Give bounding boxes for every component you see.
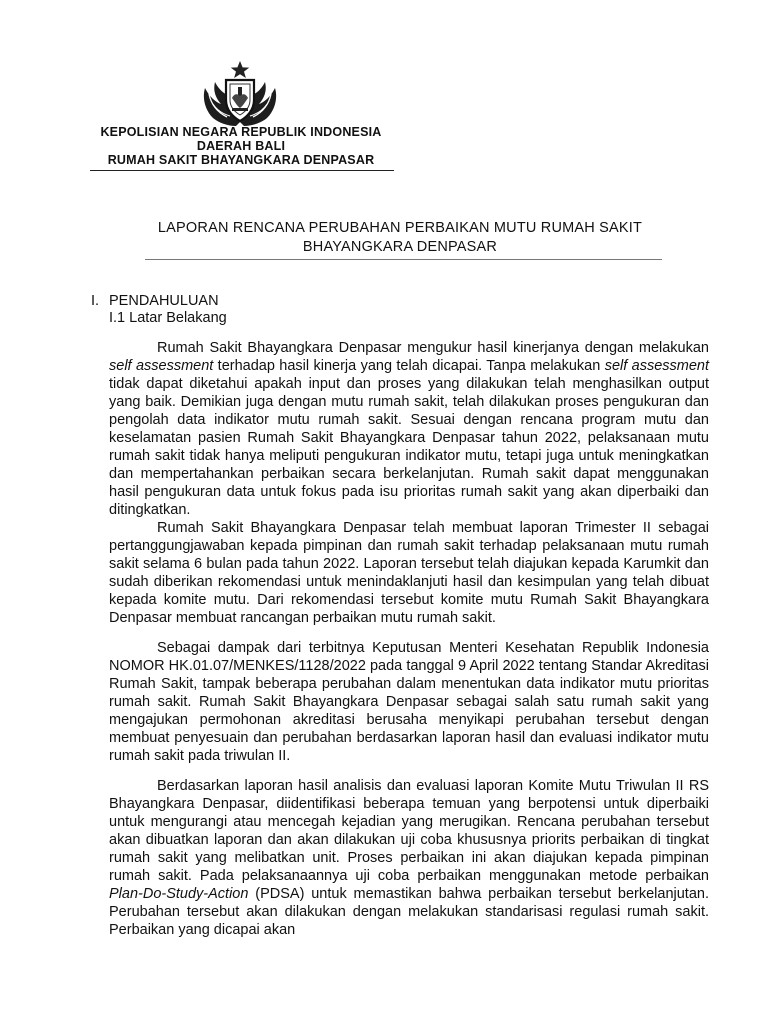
body-paragraph (109, 339, 709, 519)
header-divider (90, 170, 394, 171)
section-title: PENDAHULUAN (109, 293, 219, 309)
italic-term: self assessment (604, 358, 709, 374)
italic-term: self assessment (109, 358, 214, 374)
org-line: RUMAH SAKIT BHAYANGKARA DENPASAR (107, 153, 375, 167)
org-line: DAERAH BALI (196, 139, 286, 153)
title-line: LAPORAN RENCANA PERUBAHAN PERBAIKAN MUTU RUMAH SAKIT (157, 220, 643, 236)
body-paragraph (109, 519, 709, 627)
paragraph-text: Rumah Sakit Bhayangkara Denpasar mengukur hasil kinerjanya dengan melakukan (157, 340, 709, 356)
paragraph-text: Sebagai dampak dari terbitnya Keputusan Menteri Kesehatan Republik Indonesia NOMOR HK.01.07/MENKES/1128/2022 pada tanggal 9 April 2022 tentang Standar Akreditasi Rumah Sakit, tampak beberapa perubahan dalam menentukan data indikator mutu prioritas rumah sakit. Rumah Sakit Bhayangkara Denpasar sebagai salah satu rumah sakit yang mengajukan permohonan akreditasi berusaha menyikapi perubahan tersebut dengan membuat penyesuain dan perubahan berdasarkan laporan hasil dan evaluasi indikator mutu rumah sakit pada triwulan II. (109, 640, 709, 764)
title-divider (145, 259, 662, 260)
body-paragraph (109, 777, 709, 939)
title-line: BHAYANGKARA DENPASAR (302, 239, 498, 255)
section-number: I. (91, 293, 100, 309)
paragraph-text: Berdasarkan laporan hasil analisis dan evaluasi laporan Komite Mutu Triwulan II RS Bhayangkara Denpasar, diidentifikasi beberapa temuan yang berpotensi untuk diperbaiki untuk mengurangi atau mencegah kejadian yang merugikan. Rencana perubahan tersebut akan dibuatkan laporan dan akan dilakukan uji coba khususnya priorits perbaikan di tingkat rumah sakit yang melibatkan unit. Proses perbaikan ini akan diajukan kepada pimpinan rumah sakit. Pada pelaksanaannya uji coba perbaikan menggunakan metode perbaikan (109, 778, 709, 884)
document-body (109, 339, 709, 939)
paragraph-text: Rumah Sakit Bhayangkara Denpasar telah membuat laporan Trimester II sebagai pertanggungjawaban kepada pimpinan dan rumah sakit terhadap pelaksanaan mutu rumah sakit selama 6 bulan pada tahun 2022. Laporan tersebut telah diajukan kepada Karumkit dan sudah diberikan rekomendasi untuk menindaklanjuti hasil dan kesimpulan yang telah dibuat kepada komite mutu. Dari rekomendasi tersebut komite mutu Rumah Sakit Bhayangkara Denpasar membuat rancangan perbaikan mutu rumah sakit. (109, 520, 709, 626)
subsection-heading: I.1 Latar Belakang (109, 310, 227, 326)
police-crest-logo (199, 60, 281, 128)
org-line: KEPOLISIAN NEGARA REPUBLIK INDONESIA (100, 125, 382, 139)
paragraph-text: terhadap hasil kinerja yang telah dicapai. Tanpa melakukan (213, 358, 605, 374)
italic-term: Plan-Do-Study-Action (109, 886, 249, 902)
organization-header (90, 125, 392, 167)
section-heading (91, 292, 219, 310)
paragraph-text: (PDSA) untuk memastikan bahwa perbaikan tersebut berkelanjutan. Perubahan tersebut akan dilakukan dengan melakukan standarisasi regulasi rumah sakit. Perbaikan yang dicapai akan (109, 886, 709, 938)
document-title (110, 219, 690, 257)
paragraph-text: tidak dapat diketahui apakah input dan proses yang dilakukan telah menghasilkan output yang baik. Demikian juga dengan mutu rumah sakit, telah dilakukan proses pengukuran dan pengolah data indikator mutu rumah sakit. Sesuai dengan rencana program mutu dan keselamatan pasien Rumah Sakit Bhayangkara Denpasar tahun 2022, pelaksanaan mutu rumah sakit tidak hanya meliputi pengukuran indikator mutu, tetapi juga untuk meningkatkan dan mempertahankan perbaikan secara berkelanjutan. Rumah sakit dapat menggunakan hasil pengukuran data untuk fokus pada isu prioritas rumah sakit yang akan diperbaiki dan ditingkatkan. (109, 376, 709, 518)
body-paragraph (109, 639, 709, 765)
